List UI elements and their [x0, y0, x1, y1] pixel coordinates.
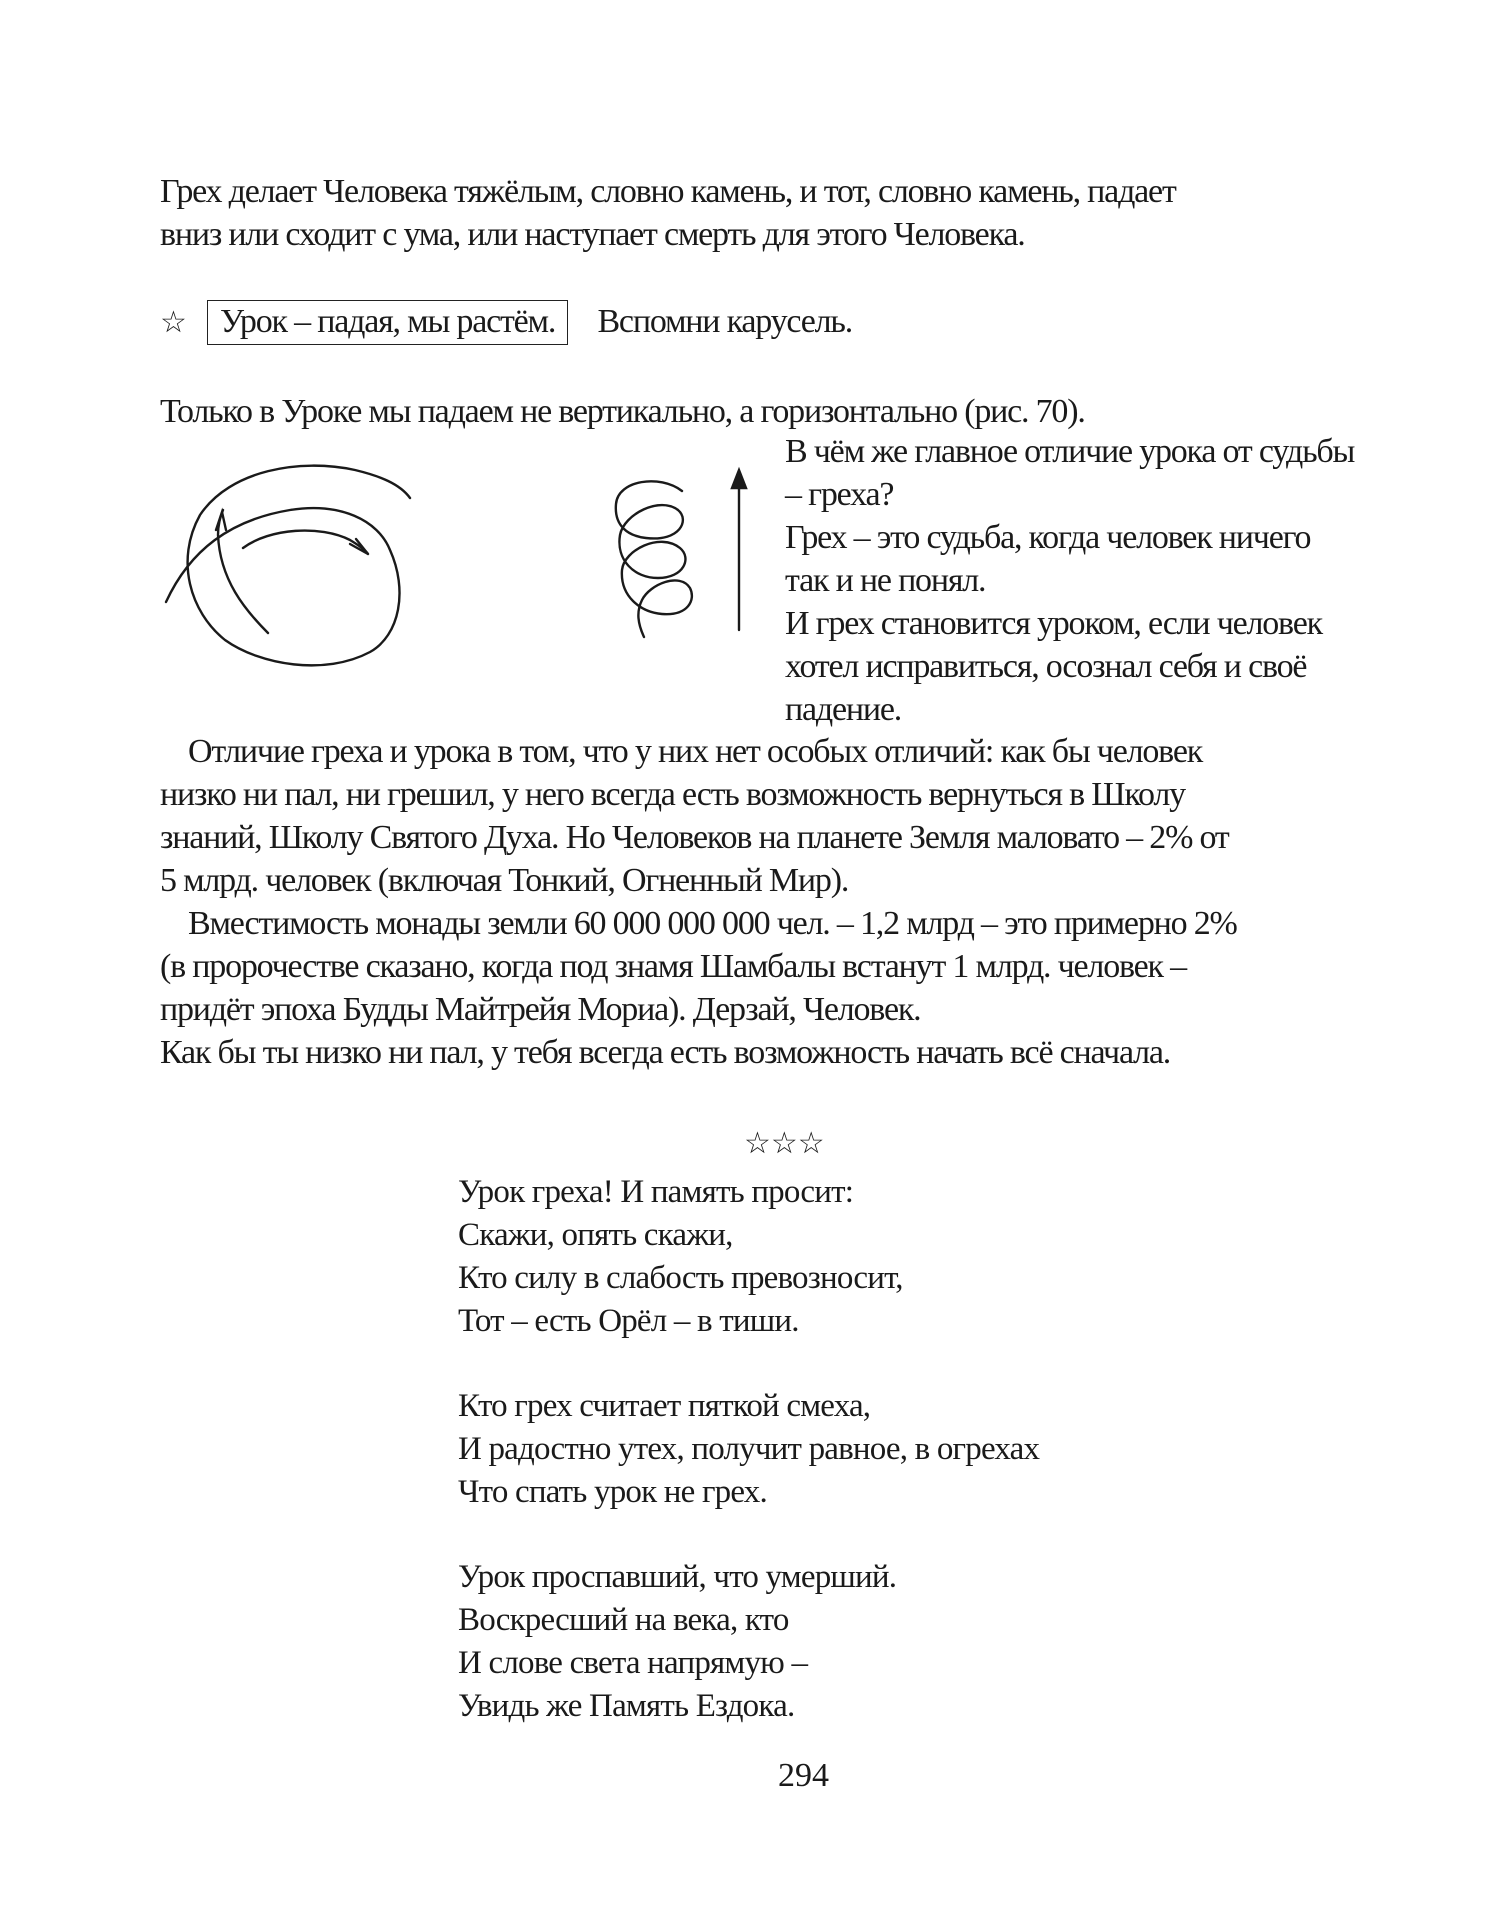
side-line-1: В чём же главное отличие урока от судьбы [785, 433, 1355, 470]
poem-stanza3-line-3: И слове света напрямую – [458, 1645, 808, 1681]
poem-stanza2-line-3: Что спать урок не грех. [458, 1474, 767, 1510]
poem-stanza3-line-2: Воскресший на века, кто [458, 1602, 789, 1638]
paragraph1-line-4: 5 млрд. человек (включая Тонкий, Огненный Мир). [160, 862, 849, 899]
paragraph2-line-3: придёт эпоха Будды Майтрейя Мориа). Дерзай, Человек. [160, 991, 921, 1028]
side-line-4: так и не понял. [785, 562, 986, 599]
poem-stanza1-line-2: Скажи, опять скажи, [458, 1217, 733, 1253]
lesson-after-text: Вспомни карусель. [597, 303, 852, 340]
outer-arc [166, 466, 410, 666]
page-number: 294 [778, 1757, 829, 1794]
figure-intro: Только в Уроке мы падаем не вертикально, а горизонтально (рис. 70). [160, 393, 1085, 430]
poem-stanza1-line-1: Урок греха! И память просит: [458, 1174, 854, 1210]
star-outline-icon: ☆ [160, 305, 186, 340]
three-stars-separator-icon: ☆☆☆ [744, 1126, 825, 1161]
paragraph1-line-3: знаний, Школу Святого Духа. Но Человеков на планете Земля маловато – 2% от [160, 819, 1229, 856]
paragraph1-line-2: низко ни пал, ни грешил, у него всегда есть возможность вернуться в Школу [160, 776, 1185, 813]
paragraph2-line-4: Как бы ты низко ни пал, у тебя всегда есть возможность начать всё сначала. [160, 1034, 1171, 1071]
poem-stanza2-line-1: Кто грех считает пяткой смеха, [458, 1388, 871, 1424]
inner-arc-right [243, 531, 368, 554]
vertical-spiral-arrow-figure [600, 460, 750, 680]
lesson-line [160, 302, 852, 343]
inner-arrow-head-up [216, 512, 226, 530]
side-line-5: И грех становится уроком, если человек [785, 605, 1322, 642]
side-line-3: Грех – это судьба, когда человек ничего [785, 519, 1311, 556]
intro-line-1: Грех делает Человека тяжёлым, словно камень, и тот, словно камень, падает [160, 173, 1176, 210]
arrow-head [732, 470, 746, 488]
spiral-coil [616, 481, 692, 637]
poem-stanza1-line-4: Тот – есть Орёл – в тиши. [458, 1303, 799, 1339]
poem-stanza3-line-1: Урок проспавший, что умерший. [458, 1559, 897, 1595]
paragraph1-line-1: Отличие греха и урока в том, что у них нет особых отличий: как бы человек [188, 733, 1203, 770]
paragraph2-line-2: (в пророчестве сказано, когда под знамя Шамбалы встанут 1 млрд. человек – [160, 948, 1186, 985]
poem-stanza1-line-3: Кто силу в слабость превозносит, [458, 1260, 903, 1296]
poem-stanza2-line-2: И радостно утех, получит равное, в огрехах [458, 1431, 1040, 1467]
carousel-spiral-figure [150, 440, 450, 680]
poem-stanza3-line-4: Увидь же Память Ездока. [458, 1688, 795, 1724]
paragraph2-line-1: Вместимость монады земли 60 000 000 000 чел. – 1,2 млрд – это примерно 2% [188, 905, 1237, 942]
side-line-2: – греха? [785, 476, 894, 513]
side-line-7: падение. [785, 691, 902, 728]
side-line-6: хотел исправиться, осознал себя и своё [785, 648, 1307, 685]
intro-line-2: вниз или сходит с ума, или наступает смерть для этого Человека. [160, 216, 1025, 253]
lesson-boxed-text: Урок – падая, мы растём. [207, 300, 568, 345]
